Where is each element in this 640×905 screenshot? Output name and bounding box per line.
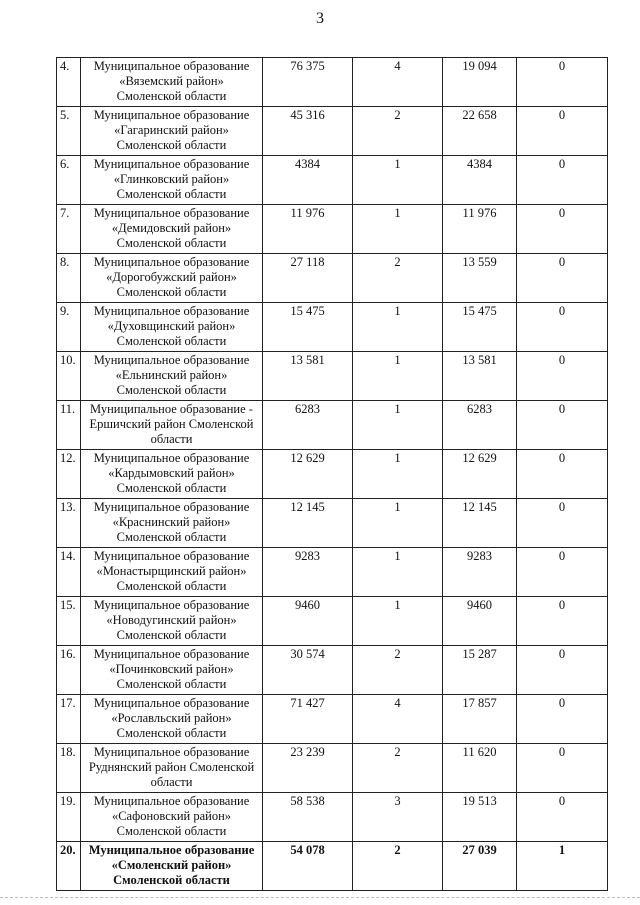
count-value: 1: [353, 548, 443, 597]
population-value: 9283: [263, 548, 353, 597]
row-number: 10.: [57, 352, 81, 401]
municipality-name: Муниципальное образование «Новодугинский район» Смоленской области: [81, 597, 263, 646]
municipality-name: Муниципальное образование Руднянский район Смоленской области: [81, 744, 263, 793]
table-row: [57, 254, 608, 303]
population-value: 15 475: [263, 303, 353, 352]
extra-value: 0: [517, 156, 608, 205]
table-row: [57, 58, 608, 107]
count-value: 2: [353, 842, 443, 891]
count-value: 3: [353, 793, 443, 842]
row-number: 20.: [57, 842, 81, 891]
table-row: [57, 793, 608, 842]
table-body: [57, 58, 608, 891]
population-value: 6283: [263, 401, 353, 450]
row-number: 13.: [57, 499, 81, 548]
average-value: 22 658: [443, 107, 517, 156]
table-row: [57, 107, 608, 156]
municipality-name: Муниципальное образование - Ершичский район Смоленской области: [81, 401, 263, 450]
average-value: 19 513: [443, 793, 517, 842]
average-value: 11 976: [443, 205, 517, 254]
population-value: 4384: [263, 156, 353, 205]
average-value: 13 559: [443, 254, 517, 303]
extra-value: 0: [517, 254, 608, 303]
table-row: [57, 548, 608, 597]
extra-value: 0: [517, 450, 608, 499]
row-number: 4.: [57, 58, 81, 107]
row-number: 6.: [57, 156, 81, 205]
population-value: 13 581: [263, 352, 353, 401]
municipality-name: Муниципальное образование «Монастырщинский район» Смоленской области: [81, 548, 263, 597]
population-value: 76 375: [263, 58, 353, 107]
row-number: 11.: [57, 401, 81, 450]
population-value: 45 316: [263, 107, 353, 156]
population-value: 30 574: [263, 646, 353, 695]
row-number: 7.: [57, 205, 81, 254]
row-number: 14.: [57, 548, 81, 597]
population-value: 27 118: [263, 254, 353, 303]
municipality-name: Муниципальное образование «Дорогобужский район» Смоленской области: [81, 254, 263, 303]
count-value: 1: [353, 352, 443, 401]
row-number: 17.: [57, 695, 81, 744]
table-row: [57, 401, 608, 450]
extra-value: 0: [517, 744, 608, 793]
municipality-name: Муниципальное образование «Сафоновский район» Смоленской области: [81, 793, 263, 842]
extra-value: 0: [517, 646, 608, 695]
count-value: 1: [353, 205, 443, 254]
table-row: [57, 842, 608, 891]
population-value: 23 239: [263, 744, 353, 793]
extra-value: 0: [517, 499, 608, 548]
row-number: 12.: [57, 450, 81, 499]
table-row: [57, 597, 608, 646]
count-value: 1: [353, 597, 443, 646]
row-number: 8.: [57, 254, 81, 303]
average-value: 6283: [443, 401, 517, 450]
average-value: 4384: [443, 156, 517, 205]
table-row: [57, 646, 608, 695]
average-value: 19 094: [443, 58, 517, 107]
extra-value: 0: [517, 695, 608, 744]
table-row: [57, 205, 608, 254]
page-bottom-edge: [0, 897, 640, 898]
count-value: 1: [353, 156, 443, 205]
table-row: [57, 450, 608, 499]
count-value: 1: [353, 499, 443, 548]
municipality-name: Муниципальное образование «Вяземский район» Смоленской области: [81, 58, 263, 107]
extra-value: 0: [517, 352, 608, 401]
municipality-name: Муниципальное образование «Кардымовский район» Смоленской области: [81, 450, 263, 499]
extra-value: 0: [517, 107, 608, 156]
population-value: 58 538: [263, 793, 353, 842]
row-number: 9.: [57, 303, 81, 352]
count-value: 2: [353, 254, 443, 303]
count-value: 4: [353, 58, 443, 107]
average-value: 15 287: [443, 646, 517, 695]
table-row: [57, 744, 608, 793]
count-value: 2: [353, 107, 443, 156]
extra-value: 0: [517, 548, 608, 597]
count-value: 2: [353, 744, 443, 793]
municipality-name: Муниципальное образование «Смоленский район» Смоленской области: [81, 842, 263, 891]
population-value: 71 427: [263, 695, 353, 744]
municipality-name: Муниципальное образование «Ельнинский район» Смоленской области: [81, 352, 263, 401]
row-number: 15.: [57, 597, 81, 646]
table-row: [57, 695, 608, 744]
table-row: [57, 499, 608, 548]
table-row: [57, 303, 608, 352]
municipality-name: Муниципальное образование «Краснинский район» Смоленской области: [81, 499, 263, 548]
population-value: 12 629: [263, 450, 353, 499]
districts-table: [56, 57, 608, 891]
table-row: [57, 156, 608, 205]
municipality-name: Муниципальное образование «Демидовский район» Смоленской области: [81, 205, 263, 254]
average-value: 12 629: [443, 450, 517, 499]
municipality-name: Муниципальное образование «Гагаринский район» Смоленской области: [81, 107, 263, 156]
population-value: 54 078: [263, 842, 353, 891]
municipality-name: Муниципальное образование «Глинковский район» Смоленской области: [81, 156, 263, 205]
extra-value: 0: [517, 793, 608, 842]
extra-value: 1: [517, 842, 608, 891]
average-value: 17 857: [443, 695, 517, 744]
row-number: 19.: [57, 793, 81, 842]
municipality-name: Муниципальное образование «Починковский район» Смоленской области: [81, 646, 263, 695]
page-number: 3: [316, 10, 324, 27]
count-value: 2: [353, 646, 443, 695]
count-value: 1: [353, 450, 443, 499]
extra-value: 0: [517, 58, 608, 107]
row-number: 18.: [57, 744, 81, 793]
average-value: 12 145: [443, 499, 517, 548]
population-value: 11 976: [263, 205, 353, 254]
average-value: 9460: [443, 597, 517, 646]
population-value: 9460: [263, 597, 353, 646]
municipality-name: Муниципальное образование «Рославльский район» Смоленской области: [81, 695, 263, 744]
row-number: 5.: [57, 107, 81, 156]
count-value: 1: [353, 401, 443, 450]
extra-value: 0: [517, 205, 608, 254]
municipality-name: Муниципальное образование «Духовщинский район» Смоленской области: [81, 303, 263, 352]
row-number: 16.: [57, 646, 81, 695]
count-value: 4: [353, 695, 443, 744]
extra-value: 0: [517, 303, 608, 352]
table-row: [57, 352, 608, 401]
extra-value: 0: [517, 401, 608, 450]
average-value: 11 620: [443, 744, 517, 793]
average-value: 15 475: [443, 303, 517, 352]
population-value: 12 145: [263, 499, 353, 548]
extra-value: 0: [517, 597, 608, 646]
average-value: 13 581: [443, 352, 517, 401]
average-value: 27 039: [443, 842, 517, 891]
count-value: 1: [353, 303, 443, 352]
average-value: 9283: [443, 548, 517, 597]
